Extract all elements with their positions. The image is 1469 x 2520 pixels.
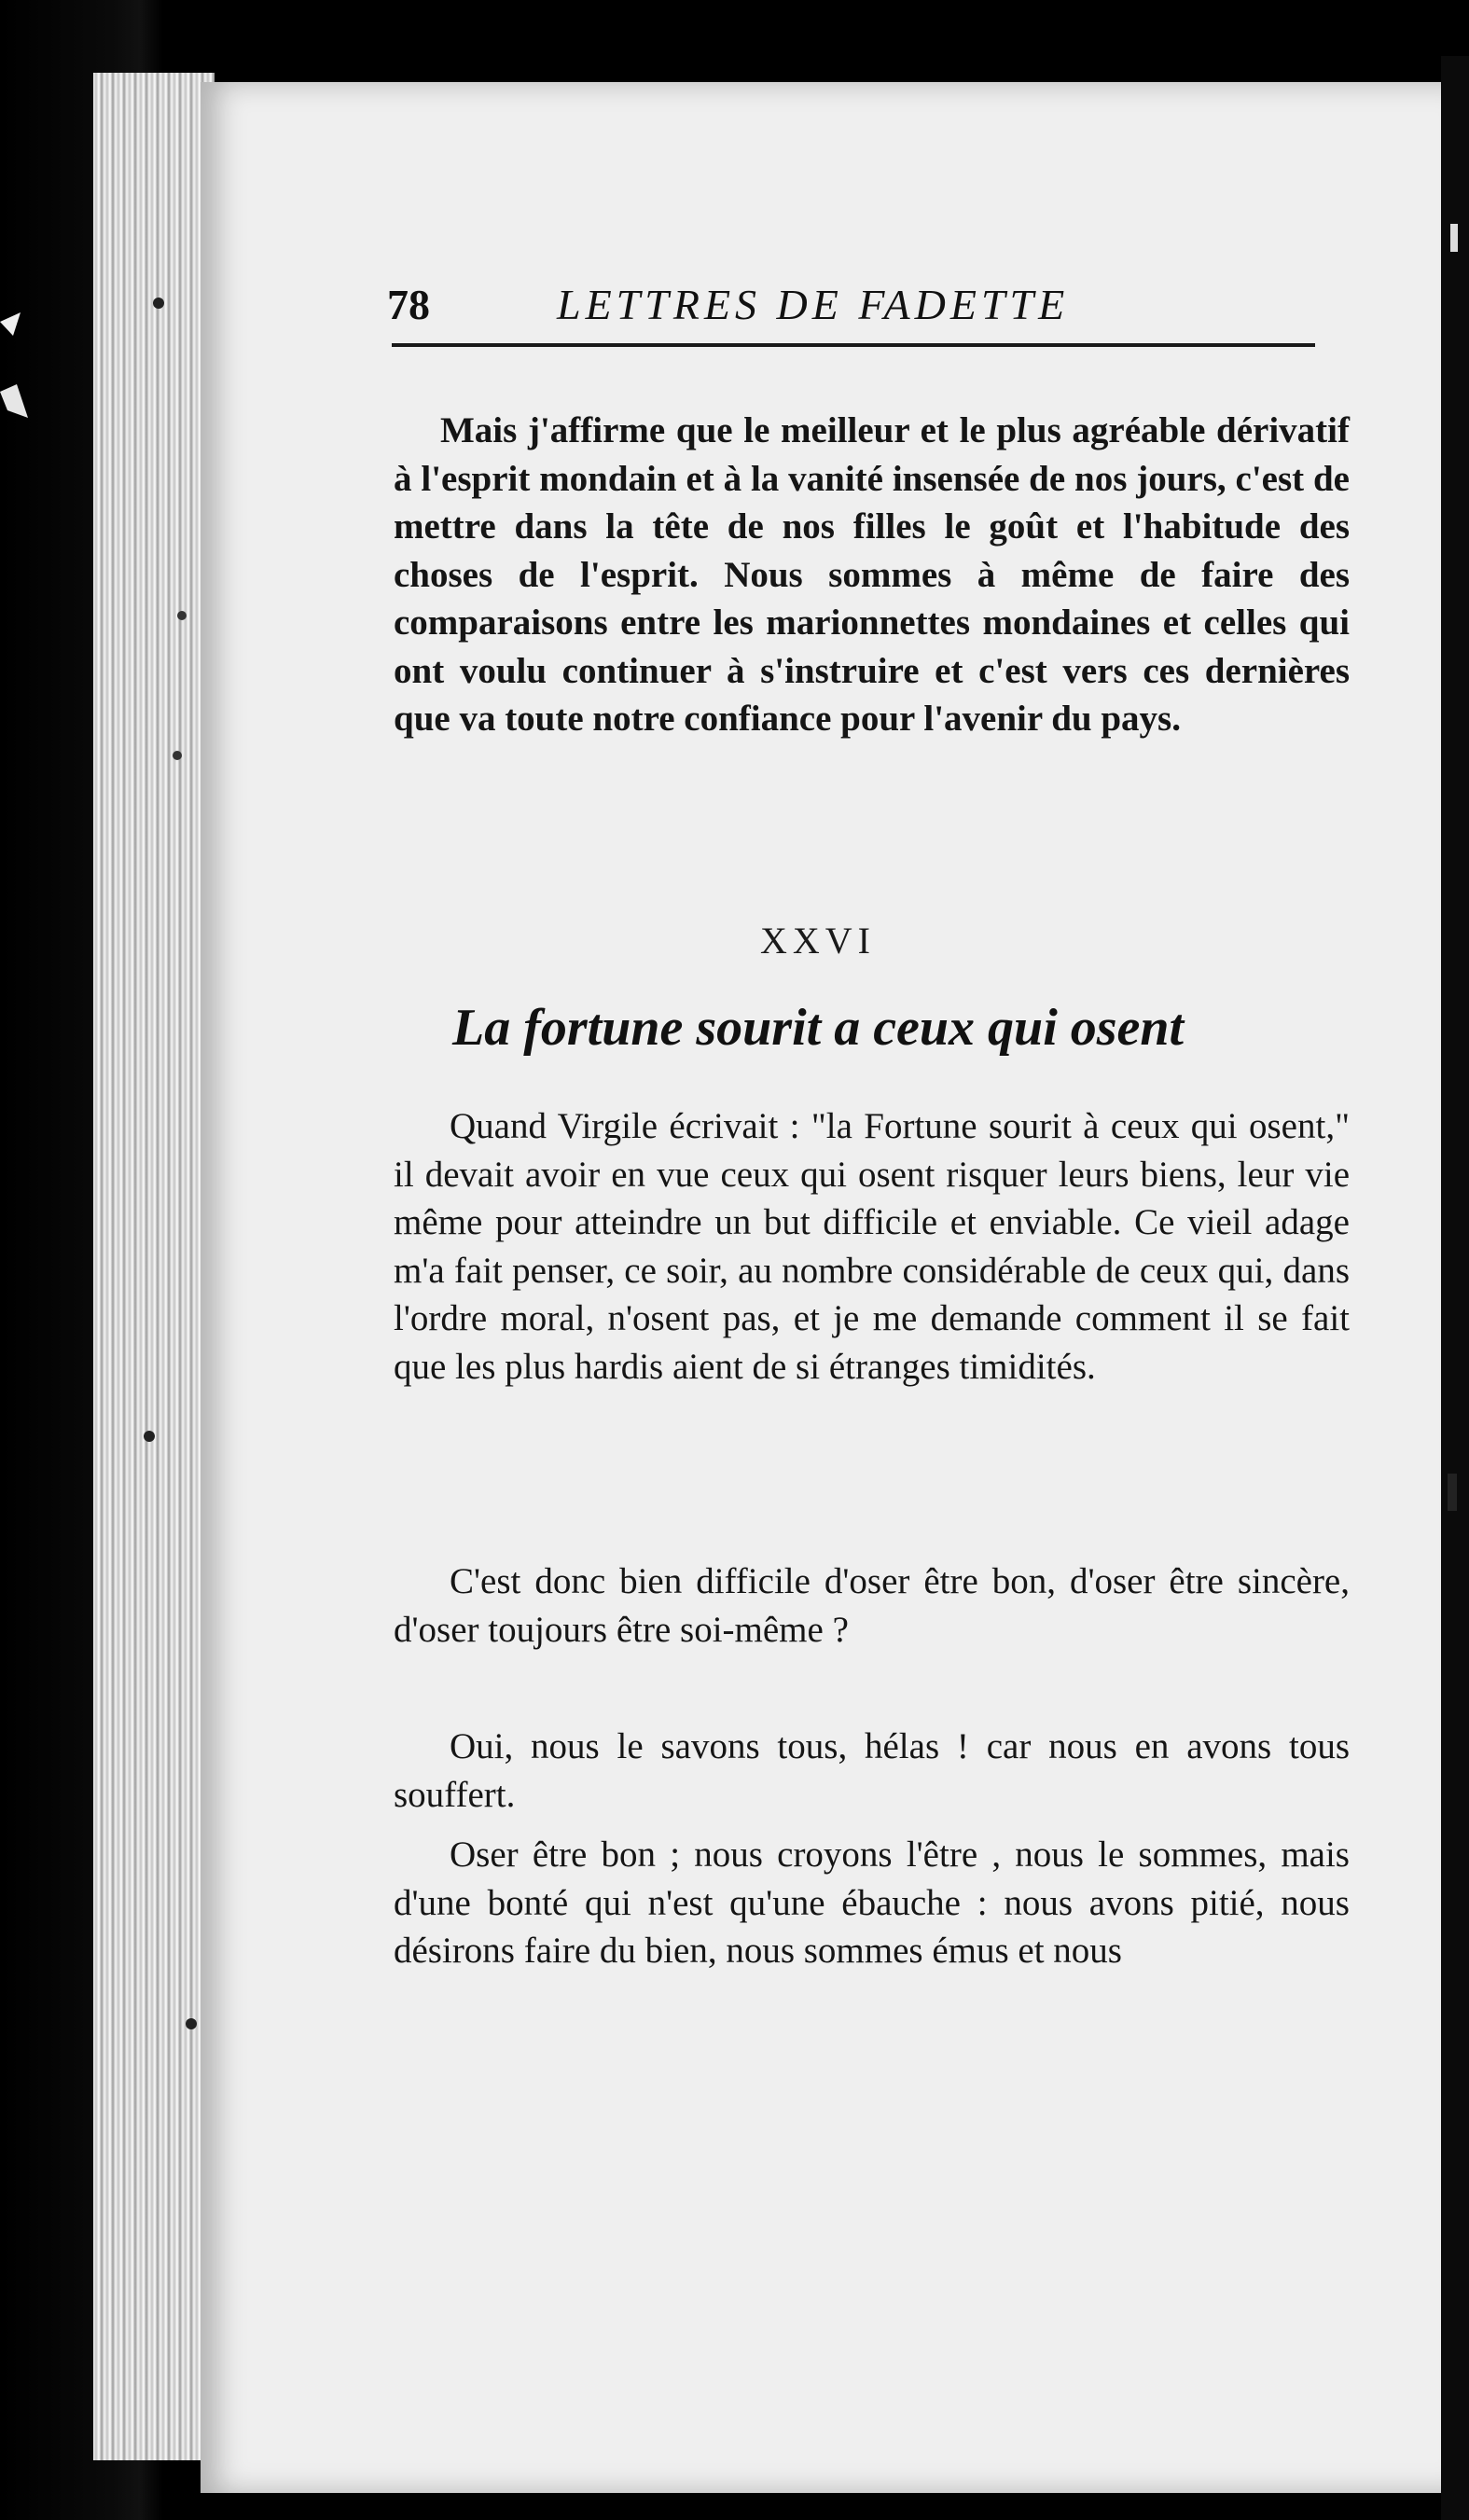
section-paragraph-3: Oui, nous le savons tous, hélas ! car nous en avons tous souffert.: [394, 1726, 1350, 1815]
book-page-edges: [93, 73, 215, 2460]
page-number: 78: [387, 281, 430, 328]
section-paragraph-1: Quand Virgile écrivait : "la Fortune sourit à ceux qui osent," il devait avoir en vue ceux qui osent risquer leurs biens, leur vie même pour atteindre un but difficile et enviable. Ce vieil adage m'a fait penser, ce soir, au nombre considérable de ceux qui, dans l'ordre moral, n'osent pas, et je me demande comment il se fait que les plus hardis aient de si étranges timidités.: [394, 1106, 1350, 1387]
section-title: La fortune sourit a ceux qui osent: [452, 999, 1185, 1057]
paragraph-1: Mais j'affirme que le meilleur et le plus agréable dérivatif à l'esprit mondain et à la vanité insensée de nos jours, c'est de mettre dans la tête de nos filles le goût et l'habitude des choses de l'esprit. Nous sommes à même de faire des comparaisons entre les marionnettes mondaines et celles qui ont voulu continuer à s'instruire et c'est vers ces dernières que va toute notre confiance pour l'avenir du pays.: [394, 410, 1350, 739]
section-paragraph-4: Oser être bon ; nous croyons l'être , nous le sommes, mais d'une bonté qui n'est qu'une ébauche : nous avons pitié, nous désirons faire du bien, nous sommes émus et nous: [394, 1835, 1350, 1971]
scan-right-shadow: [1441, 56, 1469, 2520]
section-number: XXVI: [760, 920, 876, 962]
header-rule: [392, 343, 1315, 347]
running-header: [387, 280, 1320, 345]
running-title: LETTRES DE FADETTE: [557, 281, 1070, 328]
section-paragraph-2: C'est donc bien difficile d'oser être bon, d'oser être sincère, d'oser toujours être soi-même ?: [394, 1561, 1350, 1650]
